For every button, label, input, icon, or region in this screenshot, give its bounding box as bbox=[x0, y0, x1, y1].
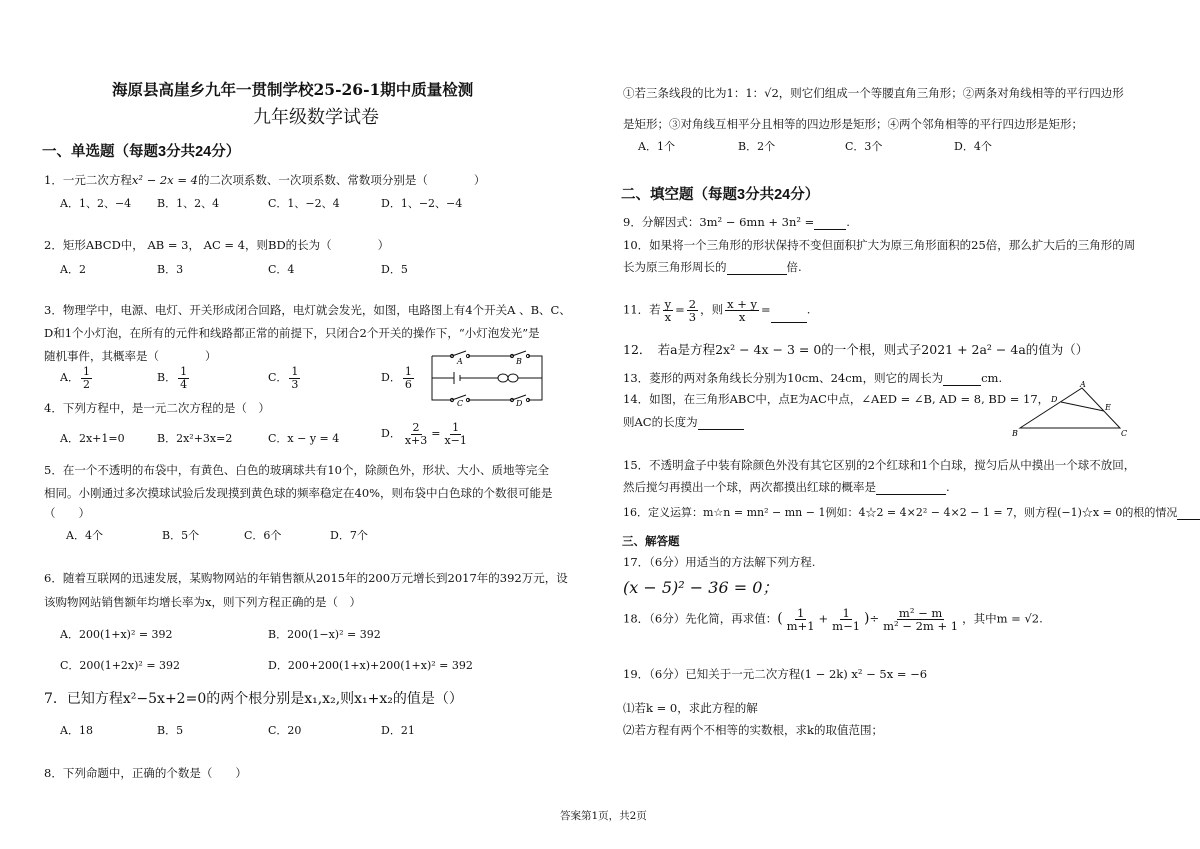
q7-option-c: C．20 bbox=[268, 724, 302, 737]
question-3-line-2: D和1个小灯泡，在所有的元件和线路都正常的前提下，只闭合2个开关的操作下，“小灯泡发光”是 bbox=[44, 326, 540, 340]
q1-option-d: D．1、−2、−4 bbox=[381, 197, 463, 210]
q16-answer-blank[interactable] bbox=[1177, 519, 1200, 520]
q13-answer-blank[interactable] bbox=[943, 385, 981, 386]
q5-option-c: C．6个 bbox=[244, 529, 282, 542]
question-19-part-2: ⑵若方程有两个不相等的实数根，求k的取值范围； bbox=[623, 723, 883, 737]
q1-option-a: A．1、2、−4 bbox=[60, 197, 132, 210]
question-6-line-1: 6．随着互联网的迅速发展，某购物网站的年销售额从2015年的200万元增长到2017年的392万元，设 bbox=[44, 571, 568, 585]
section-solve: 三、解答题 bbox=[622, 536, 680, 548]
question-3-line-1: 3．物理学中，电源、电灯、开关形成闭合回路，电灯就会发光，如图，电路图上有4个开关A 、B、C、 bbox=[44, 303, 571, 317]
question-19: 19．（6分）已知关于一元二次方程(1 − 2k) x² − 5x = −6 bbox=[623, 667, 928, 681]
q6-option-d: D．200+200(1+x)+200(1+x)² = 392 bbox=[268, 659, 473, 672]
question-16: 16．定义运算：m☆n = mn² − mn − 1例如：4☆2 = 4×2² − 4×2 − 1 = 7，则方程(−1)☆x = 0的根的情况 bbox=[623, 504, 1200, 520]
question-17-equation: (x − 5)² − 36 = 0； bbox=[623, 578, 779, 597]
question-9: 9．分解因式：3m² − 6mn + 3n² = . bbox=[623, 215, 850, 229]
question-15-line-1: 15．不透明盒子中装有除颜色外没有其它区别的2个红球和1个白球，搅匀后从中摸出一个球不放回， bbox=[623, 458, 1136, 472]
q6-option-c: C．200(1+2x)² = 392 bbox=[60, 659, 181, 672]
q8-option-a: A．1个 bbox=[638, 140, 675, 153]
triangle-label-e: E bbox=[1105, 403, 1111, 412]
q5-option-a: A．4个 bbox=[66, 529, 103, 542]
switch-label-c: C bbox=[457, 399, 464, 406]
switch-label-b: B bbox=[516, 357, 522, 366]
question-13: 13．菱形的两对条角线长分别为10cm、24cm，则它的周长为 cm. bbox=[623, 371, 1003, 385]
q3-option-c: C． $\frac{1}{3}$ bbox=[268, 365, 299, 391]
triangle-label-c: C bbox=[1121, 429, 1128, 438]
q14-answer-blank[interactable] bbox=[698, 429, 744, 430]
q4-option-b: B．2x²+3x=2 bbox=[157, 432, 233, 445]
question-6-line-2: 该购物网站销售额年均增长率为x，则下列方程正确的是（ ） bbox=[44, 595, 361, 609]
q3-option-b: B． $\frac{1}{4}$ bbox=[157, 365, 188, 391]
question-14-line-2: 则AC的长度为 bbox=[623, 414, 744, 430]
question-14-line-1: 14．如图，在三角形ABC中，点E为AC中点，∠AED = ∠B, AD = 8, BD = 17， bbox=[623, 392, 1050, 406]
q1-option-b: B．1、2、4 bbox=[157, 197, 220, 210]
triangle-label-a: A bbox=[1080, 380, 1086, 389]
page-footer: 答案第1页，共2页 bbox=[560, 810, 647, 822]
circuit-diagram bbox=[428, 350, 546, 406]
exam-subtitle: 九年级数学试卷 bbox=[253, 107, 379, 128]
question-5-line-2: 相同。小刚通过多次摸球试验后发现摸到黄色球的频率稳定在40%，则布袋中白色球的个数很可能是 bbox=[44, 486, 553, 500]
q8-option-d: D．4个 bbox=[954, 140, 992, 153]
q10-answer-blank[interactable] bbox=[727, 274, 787, 275]
q7-option-b: B．5 bbox=[157, 724, 184, 737]
question-1: 1．一元二次方程x² − 2x = 4的二次项系数、一次项系数、常数项分别是（ ） bbox=[44, 173, 486, 187]
q2-option-a: A．2 bbox=[60, 263, 86, 276]
question-5-line-3: （ ） bbox=[44, 506, 90, 520]
q2-option-c: C．4 bbox=[268, 263, 295, 276]
question-8-statements-line-1: ①若三条线段的比为1：1：√2，则它们组成一个等腰直角三角形；②两条对角线相等的平行四边形 bbox=[623, 86, 1124, 100]
q11-answer-blank[interactable] bbox=[771, 322, 807, 323]
question-5-line-1: 5．在一个不透明的布袋中，有黄色、白色的玻璃球共有10个，除颜色外，形状、大小、质地等完全 bbox=[44, 463, 549, 477]
question-17: 17．（6分）用适当的方法解下列方程. bbox=[623, 555, 816, 569]
question-19-part-1: ⑴若k = 0，求此方程的解 bbox=[623, 701, 758, 715]
question-18: 18．（6分）先化简，再求值：( $\frac{1}{m+1}$ + $\frac{1}{m-1}$ )÷ $\frac{\text{m² − m}}{\text{m² − 2m + 1}}$ ，其中m = √2. bbox=[623, 606, 1043, 634]
q3-option-d: D． $\frac{1}{6}$ bbox=[381, 365, 412, 391]
question-3-line-3: 随机事件，其概率是（ ） bbox=[44, 349, 217, 363]
question-8-statements-line-2: 是矩形；③对角线互相平分且相等的四边形是矩形；④两个邻角相等的平行四边形是矩形； bbox=[623, 117, 1083, 131]
q8-option-c: C．3个 bbox=[845, 140, 883, 153]
q3-option-a: A． $\frac{1}{2}$ bbox=[60, 365, 90, 391]
q15-answer-blank[interactable] bbox=[876, 494, 946, 495]
question-7: 7．已知方程x²−5x+2=0的两个根分别是x₁,x₂,则x₁+x₂的值是（） bbox=[44, 691, 463, 707]
switch-label-a: A bbox=[457, 357, 463, 366]
section-fill-blank: 二、填空题（每题3分共24分） bbox=[621, 187, 820, 203]
exam-title: 海原县高崖乡九年一贯制学校25-26-1期中质量检测 bbox=[112, 80, 474, 99]
switch-label-d: D bbox=[516, 399, 523, 406]
question-12: 12． 若a是方程2x² − 4x − 3 = 0的一个根，则式子2021 + 2a² − 4a的值为（） bbox=[623, 342, 1089, 357]
question-11: 11．若 $\frac{y}{x}$ = $\frac{2}{3}$ ，则 $\frac{x + y}{x}$ = . bbox=[623, 297, 811, 325]
triangle-diagram bbox=[1008, 380, 1134, 438]
q5-option-b: B．5个 bbox=[162, 529, 200, 542]
question-15-line-2: 然后搅匀再摸出一个球，两次都摸出红球的概率是 . bbox=[623, 480, 950, 494]
question-10-line-1: 10．如果将一个三角形的形状保持不变但面积扩大为原三角形面积的25倍，那么扩大后的三角形的周 bbox=[623, 238, 1136, 252]
q6-option-b: B．200(1−x)² = 392 bbox=[268, 628, 381, 641]
question-2: 2．矩形ABCD中， AB = 3， AC = 4，则BD的长为（ ） bbox=[44, 238, 390, 252]
question-4: 4．下列方程中，是一元二次方程的是（ ） bbox=[44, 401, 270, 415]
q9-answer-blank[interactable] bbox=[814, 229, 846, 230]
question-8: 8．下列命题中，正确的个数是（ ） bbox=[44, 766, 247, 780]
q8-option-b: B．2个 bbox=[738, 140, 776, 153]
q6-option-a: A．200(1+x)² = 392 bbox=[60, 628, 173, 641]
q2-option-d: D．5 bbox=[381, 263, 408, 276]
q7-option-a: A．18 bbox=[60, 724, 93, 737]
triangle-label-d: D bbox=[1051, 395, 1058, 404]
q4-option-a: A．2x+1=0 bbox=[60, 432, 125, 445]
section-single-choice: 一、单选题（每题3分共24分） bbox=[42, 144, 241, 160]
triangle-label-b: B bbox=[1012, 429, 1018, 438]
q4-option-d: D． $\frac{2}{x+3}$ = $\frac{1}{x-1}$ bbox=[381, 421, 467, 447]
q1-option-c: C．1、−2、4 bbox=[268, 197, 340, 210]
q2-option-b: B．3 bbox=[157, 263, 184, 276]
q4-option-c: C．x − y = 4 bbox=[268, 432, 340, 445]
q5-option-d: D．7个 bbox=[330, 529, 368, 542]
question-10-line-2: 长为原三角形周长的 倍. bbox=[623, 260, 802, 274]
q7-option-d: D．21 bbox=[381, 724, 415, 737]
